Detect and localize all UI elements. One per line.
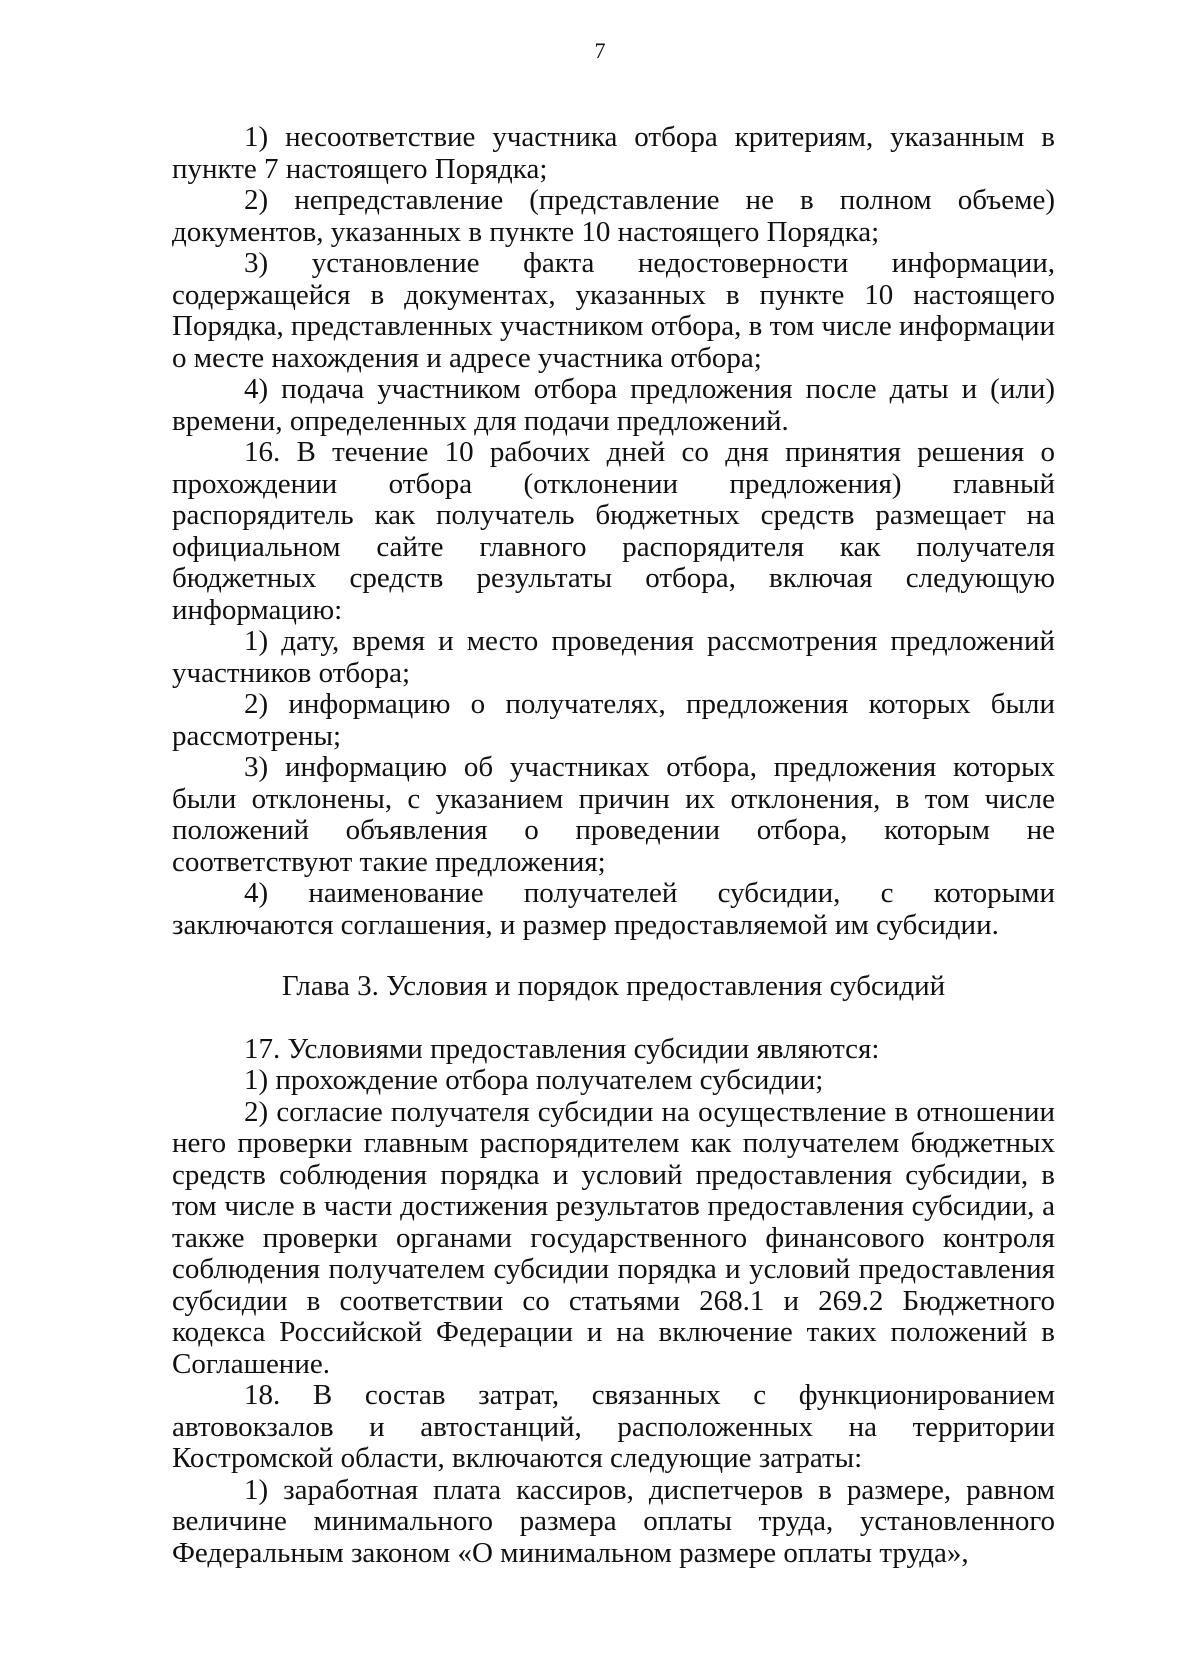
list-item-result-info-1: 1) дату, время и место проведения рассмотрения предложений участников отбора; xyxy=(172,625,1055,689)
list-item-result-info-3: 3) информацию об участниках отбора, предложения которых были отклонены, с указанием причин их отклонения, в том числе положений объявления о проведении отбора, которым не соответствуют такие предложения; xyxy=(172,751,1055,878)
list-item-cost-1: 1) заработная плата кассиров, диспетчеров в размере, равном величине минимального размера оплаты труда, установленного Федеральным законом «О минимальном размере оплаты труда», xyxy=(172,1473,1055,1569)
clause-16: 16. В течение 10 рабочих дней со дня принятия решения о прохождении отбора (отклонении предложения) главный распорядитель как получатель бюджетных средств размещает на официальном сайте главного распорядителя как получателя бюджетных средств результаты отбора, включая следующую информацию: xyxy=(172,436,1055,626)
list-item-reject-reason-3: 3) установление факта недостоверности информации, содержащейся в документах, указанных в пункте 10 настоящего Порядка, представленных участником отбора, в том числе информации о месте нахождения и адресе участника отбора; xyxy=(172,247,1055,374)
list-item-reject-reason-4: 4) подача участником отбора предложения после даты и (или) времени, определенных для подачи предложений. xyxy=(172,373,1055,437)
list-item-condition-2: 2) согласие получателя субсидии на осуществление в отношении него проверки главным распорядителем как получателем бюджетных средств соблюдения порядка и условий предоставления субсидии, в том числе в части достижения результатов предоставления субсидии, а также проверки органами государственного финансового контроля соблюдения получателем субсидии порядка и условий предоставления субсидии в соответствии со статьями 268.1 и 269.2 Бюджетного кодекса Российской Федерации и на включение таких положений в Соглашение. xyxy=(172,1095,1055,1380)
list-item-reject-reason-2: 2) непредставление (представление не в полном объеме) документов, указанных в пункте 10 настоящего Порядка; xyxy=(172,184,1055,248)
list-item-condition-1: 1) прохождение отбора получателем субсидии; xyxy=(244,1064,824,1096)
clause-18: 18. В состав затрат, связанных с функционированием автовокзалов и автостанций, расположенных на территории Костромской области, включаются следующие затраты: xyxy=(172,1379,1055,1474)
document-body xyxy=(172,122,1055,1569)
list-item-result-info-4: 4) наименование получателей субсидии, с которыми заключаются соглашения, и размер предоставляемой им субсидии. xyxy=(172,877,1055,941)
clause-17: 17. Условиями предоставления субсидии являются: xyxy=(244,1032,880,1065)
list-item-reject-reason-1: 1) несоответствие участника отбора критериям, указанным в пункте 7 настоящего Порядка; xyxy=(172,121,1055,185)
chapter-heading: Глава 3. Условия и порядок предоставления субсидий xyxy=(281,970,946,1002)
page-number: 7 xyxy=(594,38,606,63)
list-item-result-info-2: 2) информацию о получателях, предложения которых были рассмотрены; xyxy=(172,688,1055,752)
